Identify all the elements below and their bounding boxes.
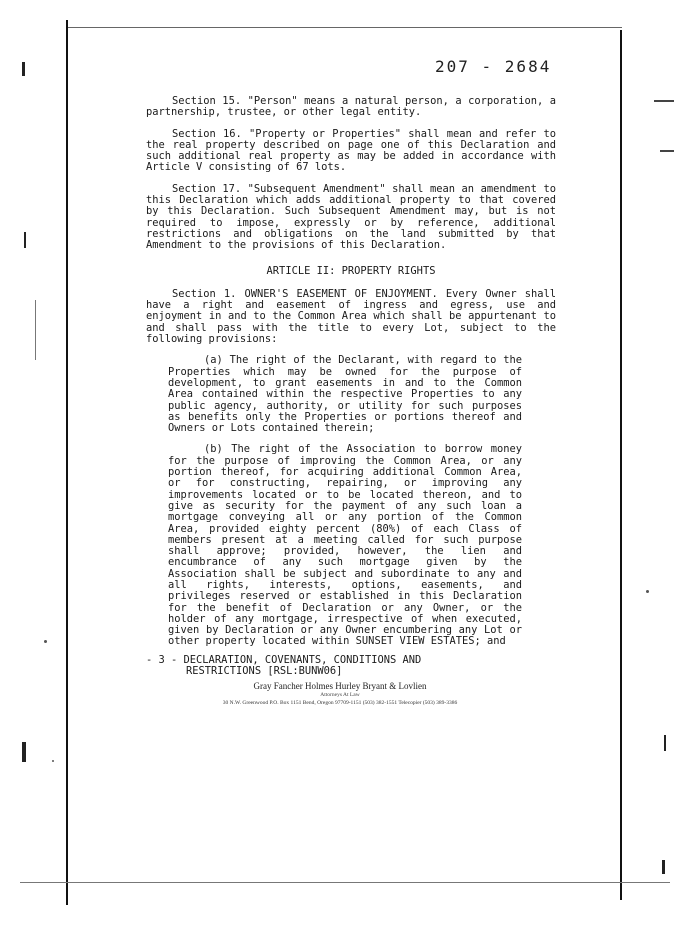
binder-mark [664, 735, 666, 751]
article-2-section-1-paragraph: Section 1. OWNER'S EASEMENT OF ENJOYMENT. Every Owner shall have a right and easement of ingress and egress, use and enjoyment in and to the Common Area which shall be appurtenant to and shall pass with the title to every Lot, subject to the following provisions: [146, 287, 556, 346]
firm-tagline: Attorneys At Law [320, 692, 360, 698]
firm-address: 30 N.W. Greenwood P.O. Box 1151 Bend, Oregon 97709-1151 (503) 382-1551 Telecopier (503) 389-3386 [222, 700, 458, 706]
section-16-paragraph: Section 16. "Property or Properties" shall mean and refer to the real property described on page one of this Declaration and such additional real property as may be added in accordance with Article V consisting of 67 lots. [146, 127, 556, 174]
page-footer [146, 655, 446, 678]
firm-name: Gray Fancher Holmes Hurley Bryant & Lovlien [253, 681, 427, 691]
binder-mark [22, 742, 26, 762]
scan-speck [646, 590, 649, 593]
subparagraph-a: (a) The right of the Declarant, with regard to the Properties which may be owned for the purpose of development, to grant easements in and to the Common Area contained within the respective Properties to any public agency, authority, or utility for such purposes as benefits only the Properties or portions thereof and Owners or Lots contained therein; [168, 354, 522, 435]
recording-number: 207 - 2684 [435, 57, 552, 76]
footer-title-line-2: RESTRICTIONS [RSL:BUNW06] [186, 665, 343, 678]
section-17-paragraph: Section 17. "Subsequent Amendment" shall mean an amendment to this Declaration which adds additional property to that covered by this Declaration. Such Subsequent Amendment may, but is not required to impose, expressly or by reference, additional restrictions and obligations on the land submitted by that Amendment to the provisions of this Declaration. [146, 182, 556, 252]
scan-speck [52, 760, 54, 762]
binder-mark [35, 300, 36, 360]
binder-mark [660, 150, 674, 152]
law-firm-letterhead [150, 681, 530, 706]
right-margin-line [620, 30, 622, 900]
binder-mark [662, 860, 665, 874]
binder-mark [22, 62, 25, 76]
left-margin-line [66, 20, 68, 905]
footer-title-line-1: - 3 - DECLARATION, COVENANTS, CONDITIONS AND [146, 654, 422, 666]
top-edge-line [66, 27, 622, 28]
article-heading: ARTICLE II: PROPERTY RIGHTS [266, 264, 436, 277]
subparagraph-b: (b) The right of the Association to borrow money for the purpose of improving the Common Area, or any portion thereof, for acquiring additional Common Area, or for constructing, repairing, or improving any improvements located or to be located thereon, and to give as security for the payment of any such loan a mortgage conveying all or any portion of the Common Area, provided eighty percent (80%) of each Class of members present at a meeting called for such purpose shall approve; provided, however, the lien and encumbrance of any such mortgage given by the Association shall be subject and subordinate to any and all rights, interests, options, easements, and privileges reserved or established in this Declaration for the benefit of Declaration or any Owner, or the holder of any mortgage, irrespective of when executed, given by Declaration or any Owner encumbering any Lot or other property located within SUNSET VIEW ESTATES; and [168, 443, 522, 648]
binder-mark [24, 232, 26, 248]
binder-mark [654, 100, 674, 102]
section-15-paragraph: Section 15. "Person" means a natural person, a corporation, a partnership, trustee, or other legal entity. [146, 95, 556, 119]
document-body [146, 96, 556, 658]
scan-speck [44, 640, 47, 643]
bottom-edge-line [20, 882, 670, 883]
